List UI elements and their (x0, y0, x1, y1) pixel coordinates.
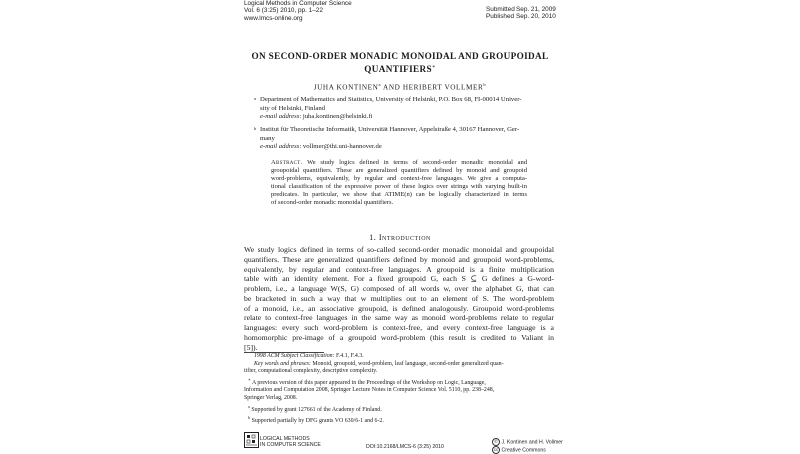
footer-logo-text (260, 436, 321, 448)
body-line-6: be bracketed in such a way that w multiplies out to an element of S. The word-problem (244, 293, 554, 303)
author-1-mark: a (378, 82, 382, 87)
abstract-label: Abstract. (271, 159, 303, 166)
title-footnote-mark[interactable]: ∗ (431, 65, 436, 70)
star-footnote-mark: ∗ (248, 376, 251, 382)
submitted-label: Submitted (486, 6, 515, 13)
affiliation-b-line-2: many (260, 134, 275, 142)
dates-block (486, 6, 556, 21)
journal-volume: Vol. 6 (3:25) 2010, pp. 1–22 (244, 7, 323, 15)
footer-doi[interactable]: DOI:10.2168/LMCS-6 (3:25) 2010 (366, 444, 444, 450)
abstract-line-1: We study logics defined in terms of second-order monadic monoidal and (307, 159, 527, 166)
body-line-8: relate to context-free languages in the same way as monoid word-problems relate to regular (244, 313, 554, 323)
creative-commons-label[interactable]: Creative Commons (501, 447, 546, 454)
email-a[interactable]: : juha.kontinen@helsinki.fi (299, 113, 373, 121)
lmcs-logo-icon (245, 433, 258, 447)
footnote-b-mark: b (248, 415, 251, 421)
section-heading (245, 233, 555, 242)
author-2-mark: b (483, 82, 487, 87)
footnote-a-mark: a (248, 403, 250, 409)
authors-line (250, 82, 550, 91)
author-1: JUHA KONTINEN (313, 83, 379, 92)
copyright-holders: J. Kontinen and H. Vollmer (501, 439, 563, 446)
star-footnote-line-1: A previous version of this paper appeared in the Proceedings of the Workshop on Logic, Language, (250, 379, 486, 386)
email-b[interactable]: : vollmer@thi.uni-hannover.de (299, 143, 382, 151)
published-date: Sep. 20, 2010 (516, 13, 556, 21)
journal-url[interactable]: www.lmcs-online.org (244, 14, 303, 22)
acm-value: F.4.1, F.4.3. (334, 353, 364, 359)
email-label: e-mail address (260, 143, 300, 151)
body-line-5: problem, i.e., a language W(S, G) composed of all words w, over the alphabet G, that can (244, 284, 554, 293)
body-line-10: homomorphic pre-image of a groupoid word-problem (this result is credited to Valiant in (244, 332, 554, 342)
abstract-line-4: tional classification of the expressive power of these logics over strings with varying built-in (271, 183, 527, 191)
abstract-line-5: predicates. In particular, we show that ATIME(n) can be logically characterized in terms (271, 191, 527, 199)
logo-line-1: LOGICAL METHODS (260, 436, 310, 442)
creative-commons-icon: cc (493, 447, 499, 452)
affiliation-b-mark: b (254, 126, 257, 131)
section-title: Introduction (378, 233, 431, 242)
affiliation-b (254, 126, 519, 152)
footnote-b-text: Supported partially by DFG grants VO 630/6-1 and 6-2. (250, 418, 384, 425)
submitted-date: Sep. 21, 2009 (516, 6, 556, 13)
body-line-3: equivalently, by regular and context-free languages. A groupoid is a finite multiplication (244, 264, 554, 274)
star-footnote-line-2: Information and Computation 2008, Springer Lecture Notes in Computer Science Vol. 5110, pp. 238–248, (244, 387, 495, 394)
body-line-1: We study logics defined in terms of so-called second-order monadic monoidal and groupoidal (244, 245, 554, 254)
journal-name: Logical Methods in Computer Science (244, 0, 352, 7)
body-line-9: languages: every such word-problem is context-free, and every context-free language is a (244, 323, 554, 332)
abstract-line-2: groupoidal quantifiers. These are generalized quantifiers defined by monoid and groupoid (271, 167, 527, 175)
published-label: Published (486, 13, 515, 21)
affiliation-a-line-2: sity of Helsinki, Finland (260, 104, 326, 112)
keywords-line-1: Monoid, groupoid, word-problem, leaf language, second-order generalized quan- (310, 360, 504, 367)
abstract-line-3: word-problems, equivalently, by regular and context-free languages. We give a computa- (271, 175, 527, 183)
journal-header (244, 0, 352, 22)
body-line-4: table with an identity element. For a fixed groupoid G, each S ⊆ G defines a G-word- (244, 274, 554, 284)
acm-label: 1998 ACM Subject Classification: (254, 353, 335, 359)
star-footnote-line-3: Springer Verlag, 2008. (244, 394, 298, 401)
affiliation-a (254, 96, 522, 122)
body-line-11: [5]). (244, 342, 258, 352)
footnote-a-text: Supported by grant 127661 of the Academy of Finland. (249, 406, 382, 413)
title-line-2: QUANTIFIERS (364, 64, 432, 75)
logo-line-2: IN COMPUTER SCIENCE (260, 442, 321, 448)
affiliation-b-line-1: Institut für Theoretische Informatik, Universität Hannover, Appelstraße 4, 30167 Hannover, Ger- (260, 126, 520, 133)
keywords-label: Key words and phrases: (254, 360, 311, 367)
body-line-2: quantifiers. These are generalized quantifiers defined by monoid and groupoid word-problems, (244, 254, 554, 264)
affiliation-a-mark: a (254, 96, 256, 101)
affiliation-a-line-1: Department of Mathematics and Statistics, University of Helsinki, P.O. Box 68, FI-00014 Univer- (260, 96, 522, 103)
section-number: 1. (369, 233, 377, 242)
keywords-line-2: tifier, computational complexity, descriptive complexity. (244, 368, 378, 375)
title-line-1: ON SECOND-ORDER MONADIC MONOIDAL AND GROUPOIDAL (251, 51, 549, 61)
footnotes (244, 353, 556, 426)
abstract (271, 159, 527, 208)
paper-title (250, 51, 550, 75)
abstract-line-6: of second-order monadic monoidal quantifiers. (271, 199, 394, 207)
introduction-body (244, 245, 554, 352)
copyright-icon: © (492, 438, 500, 446)
body-line-7: of a monoid, i.e., an associative groupoid, is defined analogously. Groupoid word-problems (244, 303, 554, 313)
footer-copyright (492, 438, 563, 454)
email-label: e-mail address (260, 113, 300, 121)
author-2: AND HERIBERT VOLLMER (381, 83, 484, 92)
lmcs-logo (244, 432, 259, 448)
